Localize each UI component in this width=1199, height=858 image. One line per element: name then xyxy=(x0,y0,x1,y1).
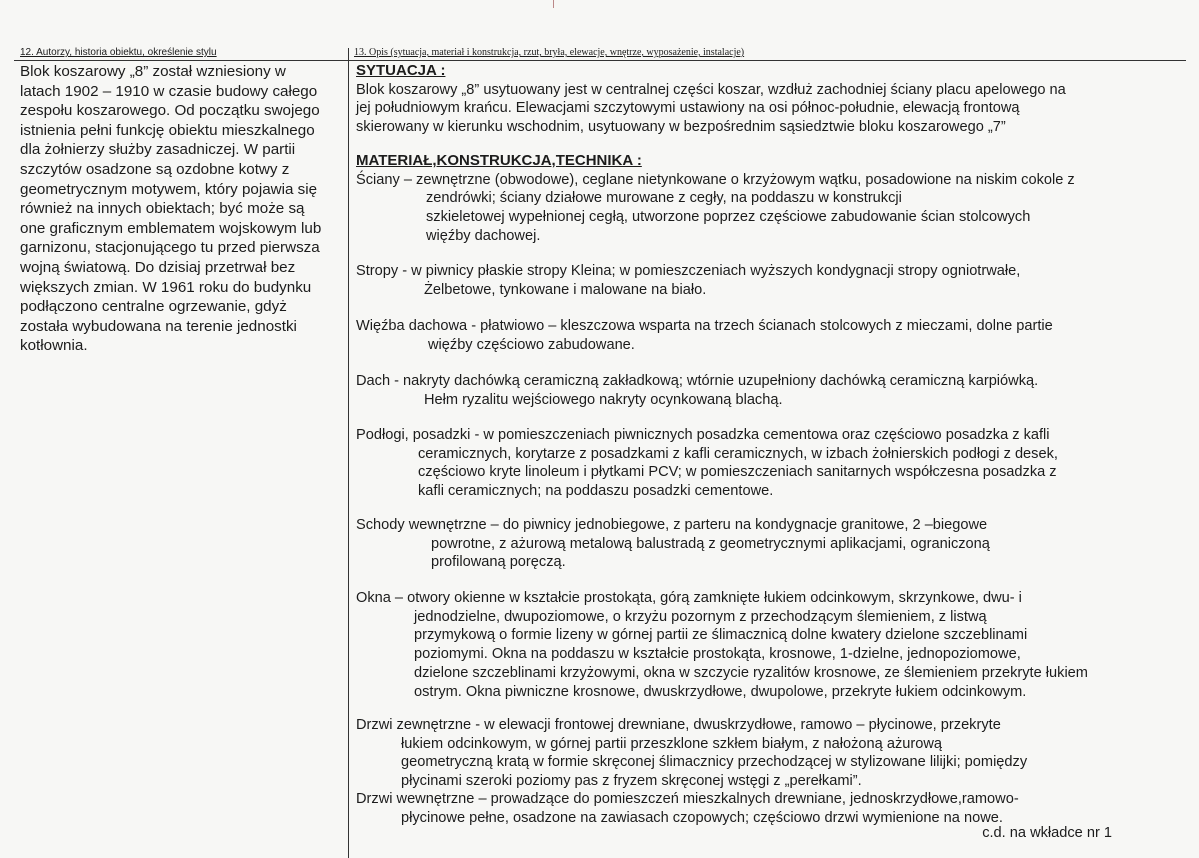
text-line: Okna – otwory okienne w kształcie prostokąta, górą zamknięte łukiem odcinkowym, skrzynkowe, dwu- i xyxy=(356,590,1022,606)
drzwi-zewnetrzne-section xyxy=(356,716,1176,791)
text-line: Drzwi zewnętrzne - w elewacji frontowej drewniane, dwuskrzydłowe, ramowo – płycinowe, przekryte xyxy=(356,717,1001,733)
material-heading: MATERIAŁ,KONSTRUKCJA,TECHNIKA : xyxy=(356,152,642,169)
scan-mark xyxy=(553,0,554,8)
text-line: Drzwi wewnętrzne – prowadzące do pomieszczeń mieszkalnych drewniane, jednoskrzydłowe,ramowo- xyxy=(356,791,1019,807)
text-line: zendrówki; ściany działowe murowane z cegły, na poddaszu w konstrukcji xyxy=(426,190,902,207)
text-line: więźby częściowo zabudowane. xyxy=(428,336,635,353)
text-line: przymykową o formie lizeny w górnej partii ze ślimacznicą dolne kwatery dzielone szczeblinami xyxy=(414,627,1028,644)
text-line: poziomymi. Okna na poddaszu w kształcie prostokąta, krosnowe, 1-dzielne, jednopoziomowe, xyxy=(414,646,1021,663)
text-line: Żelbetowe, tynkowane i malowane na biało. xyxy=(424,281,707,298)
text-line: Schody wewnętrzne – do piwnicy jednobiegowe, z parteru na kondygnacje granitowe, 2 –biegowe xyxy=(356,517,988,533)
text-line: powrotne, z ażurową metalową balustradą z geometrycznymi aplikacjami, ograniczoną xyxy=(431,535,990,552)
text-line: geometryczną kratą w formie skręconej ślimacznicy przechodzącej w stylizowane lilijki; pomiędzy xyxy=(401,754,1028,771)
header-divider xyxy=(14,60,1186,61)
text-line: Podłogi, posadzki - w pomieszczeniach piwnicznych posadzka cementowa oraz częściowo posadzka z kafli xyxy=(356,427,1050,443)
text-line: skierowany w kierunku wschodnim, usytuowany w bezpośrednim sąsiedztwie bloku koszarowego „7” xyxy=(356,119,1006,136)
text-line: dzielone szczeblinami krzyżowymi, okna w szczycie ryzalitów krosnowe, ze ślemieniem przekryte łukiem xyxy=(414,664,1088,681)
text-line: częściowo kryte linoleum i płytkami PCV; w pomieszczeniach sanitarnych współczesna posadzka z xyxy=(418,464,1057,481)
text-line: Blok koszarowy „8” usytuowany jest w centralnej części koszar, wzdłuż zachodniej ściany placu apelowego na xyxy=(356,81,1066,98)
text-line: Więźba dachowa - płatwiowo – kleszczowa wsparta na trzech ścianach stolcowych z mieczami, dolne partie xyxy=(356,318,1053,334)
stropy-section xyxy=(356,262,1176,299)
okna-section xyxy=(356,589,1176,701)
text-line: więźby dachowej. xyxy=(426,227,541,244)
text-line: jej południowym krańcu. Elewacjami szczytowymi ustawiony na osi północ-południe, elewacją frontową xyxy=(356,100,1020,117)
sytuacja-section xyxy=(356,62,1176,137)
right-column-header: 13. Opis (sytuacja, materiał i konstrukcja, rzut, bryła, elewacje, wnętrze, wyposażenie, instalacje) xyxy=(354,47,745,58)
text-line: szkieletowej wypełnionej cegłą, utworzone poprzez częściowe zabudowanie ścian stolcowych xyxy=(426,209,1031,226)
dach-section xyxy=(356,372,1176,409)
left-column-header: 12. Autorzy, historia obiektu, określenie stylu xyxy=(20,47,217,58)
schody-section xyxy=(356,516,1176,572)
podlogi-section xyxy=(356,426,1176,501)
text-line: łukiem odcinkowym, w górnej partii przeszklone szkłem białym, z nałożoną ażurową xyxy=(401,735,943,752)
text-line: profilowaną poręczą. xyxy=(431,554,566,571)
text-line: Dach - nakryty dachówką ceramiczną zakładkową; wtórnie uzupełniony dachówką ceramiczną karpiówką. xyxy=(356,373,1039,389)
sytuacja-heading: SYTUACJA : xyxy=(356,62,446,79)
text-line: Ściany – zewnętrzne (obwodowe), ceglane nietynkowane o krzyżowym wątku, posadowione na niskim cokole z xyxy=(356,171,1075,188)
text-line: ceramicznych, korytarze z posadzkami z kafli ceramicznych, w izbach żołnierskich podłogi z desek, xyxy=(418,445,1058,462)
text-line: Stropy - w piwnicy płaskie stropy Kleina; w pomieszczeniach wyższych kondygnacji stropy ogniotrwałe, xyxy=(356,263,1021,279)
text-line: ostrym. Okna piwniczne krosnowe, dwuskrzydłowe, dwupolowe, przekryte łukiem odcinkowym. xyxy=(414,683,1027,700)
text-line: kafli ceramicznych; na poddaszu posadzki cementowe. xyxy=(418,483,774,500)
wiezba-section xyxy=(356,317,1176,354)
text-line: Hełm ryzalitu wejściowego nakryty ocynkowaną blachą. xyxy=(424,391,783,408)
text-line: płycinami szeroki poziomy pas z fryzem skręconej wstęgi z „perełkami”. xyxy=(401,773,862,790)
text-line: jednodzielne, dwupoziomowe, o krzyżu pozornym z przechodzącym ślemieniem, z listwą xyxy=(414,608,987,625)
history-text: Blok koszarowy „8” został wzniesiony w latach 1902 – 1910 w czasie budowy całego zespołu koszarowego. Od początku swojego istnienia pełni funkcję obiektu mieszkalnego dla żołnierzy służby zasadniczej. W partii szczytów osadzone są ozdobne kotwy z geometrycznym motywem, który pojawia się również na innych obiektach; być może są one graficznym emblematem wojskowym lub garnizonu, stacjonującego tu przed pierwsza wojną światową. Do dzisiaj przetrwał bez większych zmian. W 1961 roku do budynku podłączono centralne ogrzewanie, gdyż została wybudowana na terenie jednostki kotłownia. xyxy=(20,63,322,355)
column-divider xyxy=(348,48,349,858)
text-line: płycinowe pełne, osadzone na zawiasach czopowych; częściowo drzwi wymienione na nowe. xyxy=(401,809,1003,826)
continuation-note: c.d. na wkładce nr 1 xyxy=(982,825,1112,841)
material-section xyxy=(356,152,1176,246)
drzwi-wewnetrzne-section xyxy=(356,790,1176,827)
